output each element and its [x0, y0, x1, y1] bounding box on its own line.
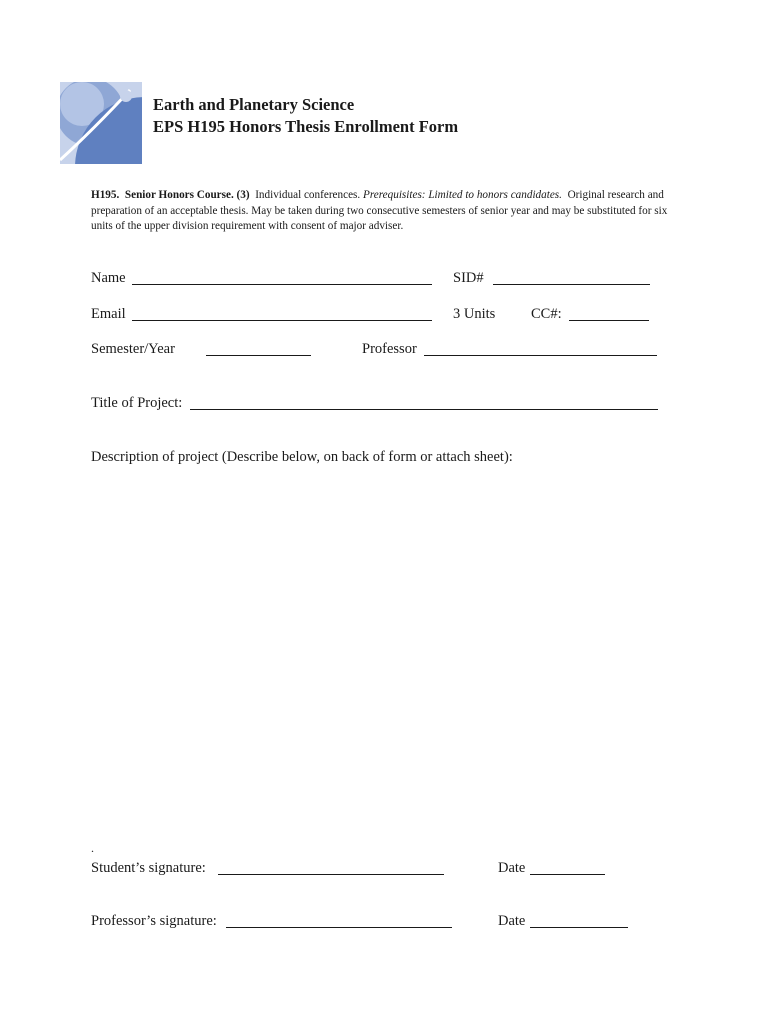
student-signature-field[interactable]	[218, 874, 444, 875]
professor-signature-label: Professor’s signature:	[91, 913, 217, 929]
name-label: Name	[91, 270, 126, 286]
units-label: 3 Units	[453, 306, 496, 322]
course-prerequisites: Prerequisites: Limited to honors candidates.	[362, 189, 562, 201]
project-description-label: Description of project (Describe below, on back of form or attach sheet):	[91, 449, 513, 465]
professor-field[interactable]	[424, 355, 657, 356]
professor-date-label: Date	[498, 913, 526, 929]
project-title-label: Title of Project:	[91, 395, 183, 411]
course-description	[91, 188, 681, 235]
cc-field[interactable]	[569, 320, 649, 321]
course-details: Original research and preparation of an acceptable thesis. May be taken during two consecutive semesters of senior year and may be substituted for six units of the upper division requirement with consent of major adviser.	[91, 189, 668, 232]
sid-field[interactable]	[493, 284, 650, 285]
student-date-label: Date	[498, 860, 526, 876]
professor-date-field[interactable]	[530, 927, 628, 928]
student-date-field[interactable]	[530, 874, 605, 875]
name-field[interactable]	[132, 284, 432, 285]
course-conferences: Individual conferences.	[255, 189, 361, 201]
project-description-area[interactable]	[91, 476, 681, 836]
form-title: EPS H195 Honors Thesis Enrollment Form	[153, 117, 459, 136]
course-code: H195.	[91, 189, 120, 201]
sid-label: SID#	[453, 270, 484, 286]
planet-arc-logo-icon	[60, 82, 142, 164]
project-title-field[interactable]	[190, 409, 658, 410]
department-title: Earth and Planetary Science	[153, 95, 355, 114]
email-field[interactable]	[132, 320, 432, 321]
department-logo	[60, 82, 142, 164]
email-label: Email	[91, 306, 126, 322]
professor-signature-field[interactable]	[226, 927, 452, 928]
course-name: Senior Honors Course. (3)	[124, 189, 250, 201]
semester-label: Semester/Year	[91, 341, 175, 357]
student-signature-label: Student’s signature:	[91, 860, 206, 876]
signature-mark: .	[91, 841, 94, 855]
semester-field[interactable]	[206, 355, 311, 356]
cc-label: CC#:	[531, 306, 562, 322]
professor-label: Professor	[362, 341, 417, 357]
